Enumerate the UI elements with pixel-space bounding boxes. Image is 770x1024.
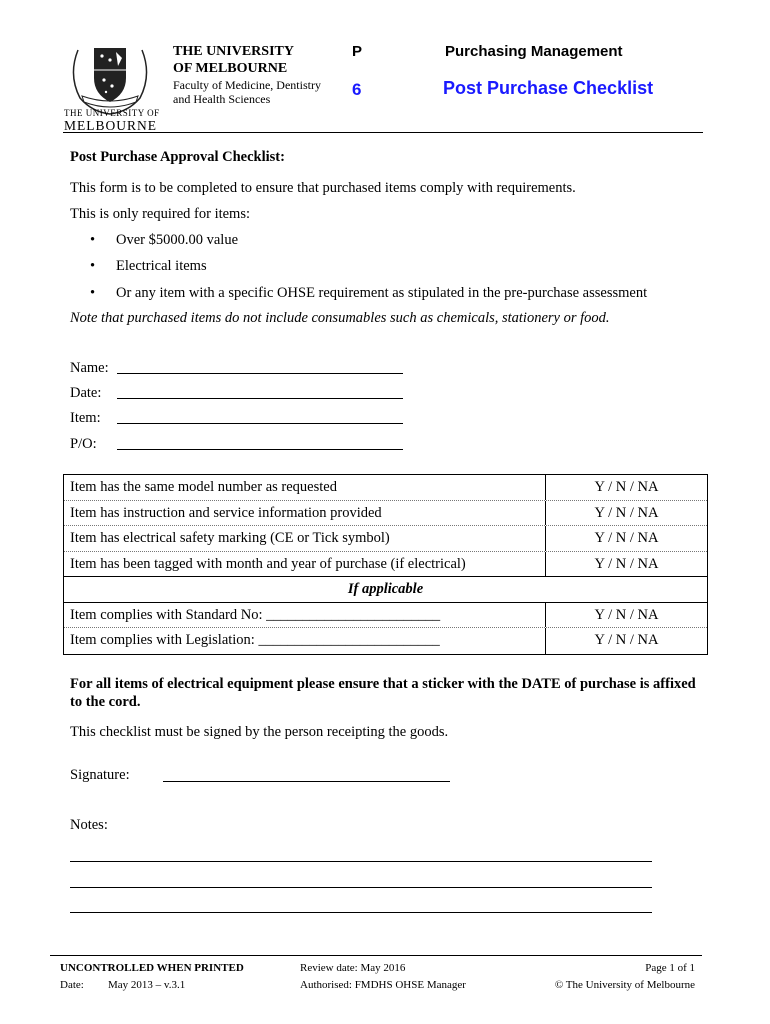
signature-field[interactable]	[163, 781, 450, 782]
document-title: Post Purchase Checklist	[443, 78, 654, 98]
yes-no-na-option[interactable]: Y / N / NA	[594, 504, 659, 521]
consumables-note: Note that purchased items do not include consumables such as chemicals, stationery or food.	[70, 310, 610, 326]
po-field[interactable]	[117, 449, 403, 450]
bullet-item: Over $5000.00 value	[116, 232, 239, 248]
notes-line[interactable]	[70, 912, 652, 913]
bullet-icon: •	[90, 232, 96, 248]
table-row	[64, 628, 707, 654]
bullet-icon: •	[90, 258, 96, 274]
document-code-number: 6	[352, 80, 362, 99]
table-row	[64, 552, 707, 578]
table-row	[64, 501, 707, 527]
document-code-letter: P	[352, 43, 363, 60]
item-field[interactable]	[117, 423, 403, 424]
date-label: Date:	[70, 385, 102, 401]
intro-paragraph: This form is to be completed to ensure that purchased items comply with requirements.	[70, 180, 576, 196]
requirement-intro: This is only required for items:	[70, 206, 251, 222]
logo-wordmark-bottom: MELBOURNE	[64, 118, 157, 133]
row-label: Item has been tagged with month and year of purchase (if electrical)	[64, 552, 546, 577]
table-row	[64, 603, 707, 629]
bullet-item: Or any item with a specific OHSE requirement as stipulated in the pre-purchase assessment	[116, 285, 648, 301]
table-row	[64, 475, 707, 501]
row-label: Item has instruction and service information provided	[64, 501, 546, 526]
po-label: P/O:	[70, 436, 97, 452]
yes-no-na-option[interactable]: Y / N / NA	[594, 530, 659, 546]
yes-no-na-option[interactable]: Y / N / NA	[594, 632, 659, 648]
faculty-name: Faculty of Medicine, Dentistry and Health Sciences	[173, 78, 321, 106]
authorised-by: Authorised: FMDHS OHSE Manager	[300, 979, 466, 991]
row-label: Item complies with Standard No: ________________________	[64, 603, 546, 628]
checklist-title: Post Purchase Approval Checklist:	[70, 149, 285, 165]
signature-instruction: This checklist must be signed by the person receipting the goods.	[70, 724, 449, 740]
notes-label: Notes:	[70, 817, 108, 833]
copyright-notice: © The University of Melbourne	[554, 979, 695, 991]
if-applicable-section-row	[64, 577, 707, 603]
header-divider	[63, 132, 703, 133]
name-field[interactable]	[117, 373, 403, 374]
item-label: Item:	[70, 410, 101, 426]
page-number: Page 1 of 1	[645, 962, 695, 974]
review-date: Review date: May 2016	[300, 962, 406, 974]
checklist-table	[63, 474, 708, 655]
uncontrolled-notice: UNCONTROLLED WHEN PRINTED	[60, 962, 244, 974]
signature-label: Signature:	[70, 767, 130, 783]
notes-line[interactable]	[70, 887, 652, 888]
if-applicable-heading: If applicable	[347, 581, 424, 597]
footer-date-version: May 2013 – v.3.1	[108, 979, 186, 991]
row-label: Item has the same model number as requested	[64, 475, 546, 500]
footer-divider	[50, 955, 702, 956]
yes-no-na-option[interactable]: Y / N / NA	[594, 606, 659, 623]
bullet-icon: •	[90, 285, 96, 301]
university-name: THE UNIVERSITY OF MELBOURNE	[173, 44, 294, 76]
logo-wordmark-top: THE UNIVERSITY OF	[64, 108, 160, 118]
notes-line[interactable]	[70, 861, 652, 862]
bullet-item: Electrical items	[116, 258, 207, 274]
row-label: Item has electrical safety marking (CE or Tick symbol)	[64, 526, 546, 551]
department-heading: Purchasing Management	[445, 43, 623, 60]
name-label: Name:	[70, 360, 109, 376]
table-row	[64, 526, 707, 552]
footer-date-label: Date:	[60, 979, 84, 991]
row-label: Item complies with Legislation: _________________________	[64, 628, 546, 654]
date-field[interactable]	[117, 398, 403, 399]
yes-no-na-option[interactable]: Y / N / NA	[594, 555, 659, 572]
electrical-sticker-warning: For all items of electrical equipment please ensure that a sticker with the DATE of purchase is affixed to the cord.	[70, 676, 696, 710]
yes-no-na-option[interactable]: Y / N / NA	[594, 479, 659, 495]
